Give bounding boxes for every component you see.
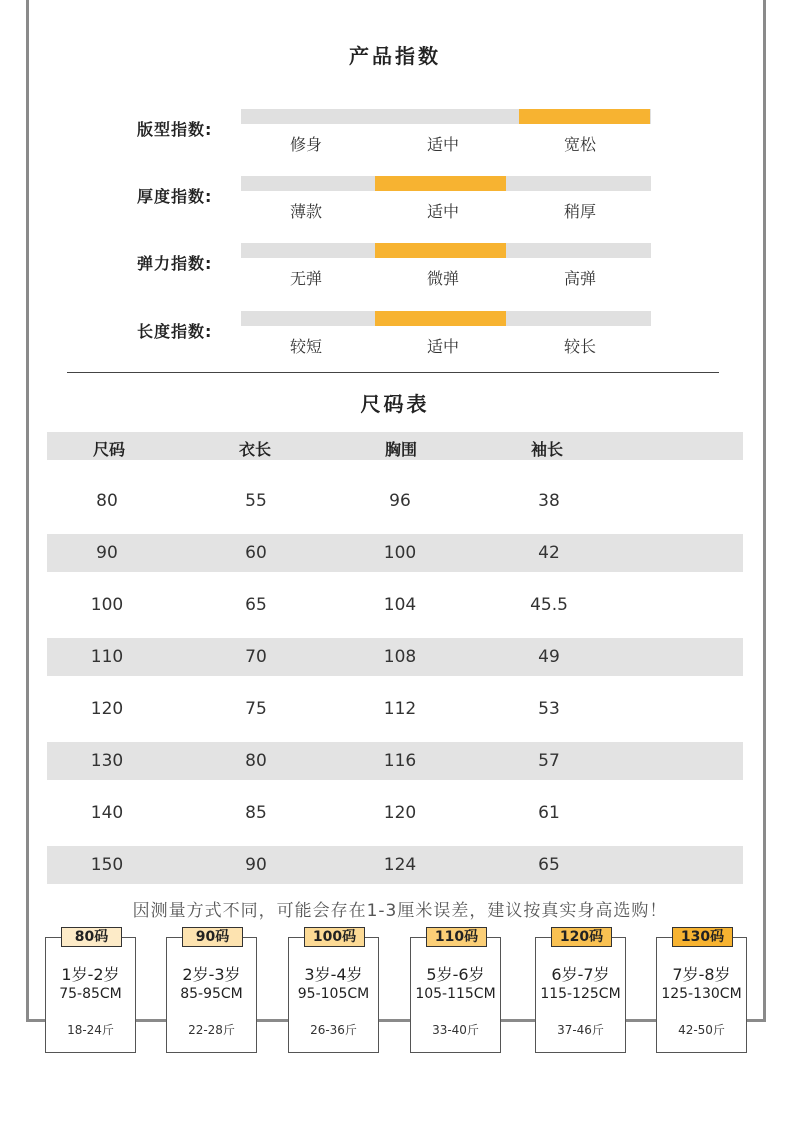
size-card-height: 95-105CM bbox=[297, 986, 370, 1002]
table-cell: 112 bbox=[383, 699, 417, 719]
index-option-label: 宽松 bbox=[563, 135, 596, 154]
index-label: 版型指数: bbox=[137, 120, 213, 139]
size-card bbox=[166, 929, 257, 1053]
index-bar bbox=[241, 109, 651, 124]
size-card-height: 115-125CM bbox=[540, 986, 621, 1002]
size-card-weight: 18-24斤 bbox=[67, 1023, 114, 1037]
size-tag: 100码 bbox=[304, 927, 365, 947]
table-cell: 45.5 bbox=[530, 595, 568, 615]
index-bar bbox=[241, 243, 651, 258]
table-cell: 38 bbox=[538, 491, 560, 511]
table-cell: 104 bbox=[383, 595, 417, 615]
table-cell: 70 bbox=[245, 647, 267, 667]
section-divider bbox=[67, 372, 719, 373]
table-cell: 96 bbox=[389, 491, 411, 511]
table-cell: 90 bbox=[245, 855, 267, 875]
index-bar bbox=[241, 176, 651, 191]
index-option-label: 无弹 bbox=[289, 269, 322, 288]
size-card bbox=[45, 929, 136, 1053]
table-row bbox=[47, 846, 743, 884]
table-cell: 130 bbox=[90, 751, 124, 771]
index-option-label: 适中 bbox=[426, 135, 459, 154]
size-table-header bbox=[47, 432, 743, 460]
header-sleeve: 袖长 bbox=[530, 440, 563, 459]
table-cell: 150 bbox=[90, 855, 124, 875]
index-bar bbox=[241, 311, 651, 326]
size-card bbox=[656, 929, 747, 1053]
index-bar-fill bbox=[375, 311, 506, 326]
index-bar-fill bbox=[375, 176, 506, 191]
index-option-label: 适中 bbox=[426, 202, 459, 221]
table-row bbox=[47, 586, 743, 624]
table-cell: 75 bbox=[245, 699, 267, 719]
table-cell: 80 bbox=[245, 751, 267, 771]
size-card-height: 75-85CM bbox=[59, 986, 122, 1002]
size-card-age: 3岁-4岁 bbox=[304, 965, 363, 984]
size-card-weight: 26-36斤 bbox=[310, 1023, 357, 1037]
index-label: 厚度指数: bbox=[137, 187, 213, 206]
size-card bbox=[288, 929, 379, 1053]
table-cell: 124 bbox=[383, 855, 417, 875]
table-cell: 65 bbox=[538, 855, 560, 875]
table-cell: 90 bbox=[96, 543, 118, 563]
table-cell: 100 bbox=[90, 595, 124, 615]
table-cell: 80 bbox=[96, 491, 118, 511]
table-cell: 120 bbox=[383, 803, 417, 823]
size-tag: 80码 bbox=[61, 927, 122, 947]
size-chart-title: 尺码表 bbox=[360, 392, 430, 416]
table-row bbox=[47, 794, 743, 832]
table-row bbox=[47, 742, 743, 780]
table-cell: 55 bbox=[245, 491, 267, 511]
index-option-label: 高弹 bbox=[563, 269, 596, 288]
table-cell: 65 bbox=[245, 595, 267, 615]
header-size: 尺码 bbox=[92, 440, 125, 459]
index-label: 弹力指数: bbox=[137, 254, 213, 273]
size-tag: 110码 bbox=[426, 927, 487, 947]
index-option-label: 稍厚 bbox=[563, 202, 596, 221]
size-card-weight: 37-46斤 bbox=[557, 1023, 604, 1037]
header-length: 衣长 bbox=[238, 440, 271, 459]
size-tag: 130码 bbox=[672, 927, 733, 947]
index-option-label: 较长 bbox=[563, 337, 596, 356]
index-option-label: 微弹 bbox=[426, 269, 459, 288]
size-card-weight: 42-50斤 bbox=[678, 1023, 725, 1037]
index-option-label: 修身 bbox=[289, 135, 322, 154]
index-bar-fill bbox=[519, 109, 650, 124]
size-card-weight: 22-28斤 bbox=[188, 1023, 235, 1037]
index-option-label: 适中 bbox=[426, 337, 459, 356]
size-card-height: 85-95CM bbox=[180, 986, 243, 1002]
size-tag: 90码 bbox=[182, 927, 243, 947]
size-card-height: 105-115CM bbox=[415, 986, 496, 1002]
table-cell: 53 bbox=[538, 699, 560, 719]
table-cell: 100 bbox=[383, 543, 417, 563]
index-option-label: 较短 bbox=[289, 337, 322, 356]
product-index-title: 产品指数 bbox=[349, 44, 441, 68]
size-card bbox=[410, 929, 501, 1053]
table-row bbox=[47, 482, 743, 520]
table-cell: 110 bbox=[90, 647, 124, 667]
table-cell: 108 bbox=[383, 647, 417, 667]
size-card-age: 2岁-3岁 bbox=[182, 965, 241, 984]
table-cell: 42 bbox=[538, 543, 560, 563]
table-cell: 120 bbox=[90, 699, 124, 719]
size-card-age: 1岁-2岁 bbox=[61, 965, 120, 984]
size-card bbox=[535, 929, 626, 1053]
header-chest: 胸围 bbox=[384, 440, 417, 459]
table-cell: 140 bbox=[90, 803, 124, 823]
size-card-height: 125-130CM bbox=[661, 986, 742, 1002]
measurement-note: 因测量方式不同，可能会存在1-3厘米误差，建议按真实身高选购！ bbox=[132, 901, 668, 921]
table-row bbox=[47, 638, 743, 676]
table-cell: 49 bbox=[538, 647, 560, 667]
index-option-label: 薄款 bbox=[289, 202, 322, 221]
size-card-age: 5岁-6岁 bbox=[426, 965, 485, 984]
size-card-age: 7岁-8岁 bbox=[672, 965, 731, 984]
table-cell: 57 bbox=[538, 751, 560, 771]
table-row bbox=[47, 690, 743, 728]
size-tag: 120码 bbox=[551, 927, 612, 947]
table-cell: 61 bbox=[538, 803, 560, 823]
index-bar-fill bbox=[375, 243, 506, 258]
table-cell: 60 bbox=[245, 543, 267, 563]
table-row bbox=[47, 534, 743, 572]
size-card-age: 6岁-7岁 bbox=[551, 965, 610, 984]
index-label: 长度指数: bbox=[137, 322, 213, 341]
size-card-weight: 33-40斤 bbox=[432, 1023, 479, 1037]
table-cell: 85 bbox=[245, 803, 267, 823]
table-cell: 116 bbox=[383, 751, 417, 771]
